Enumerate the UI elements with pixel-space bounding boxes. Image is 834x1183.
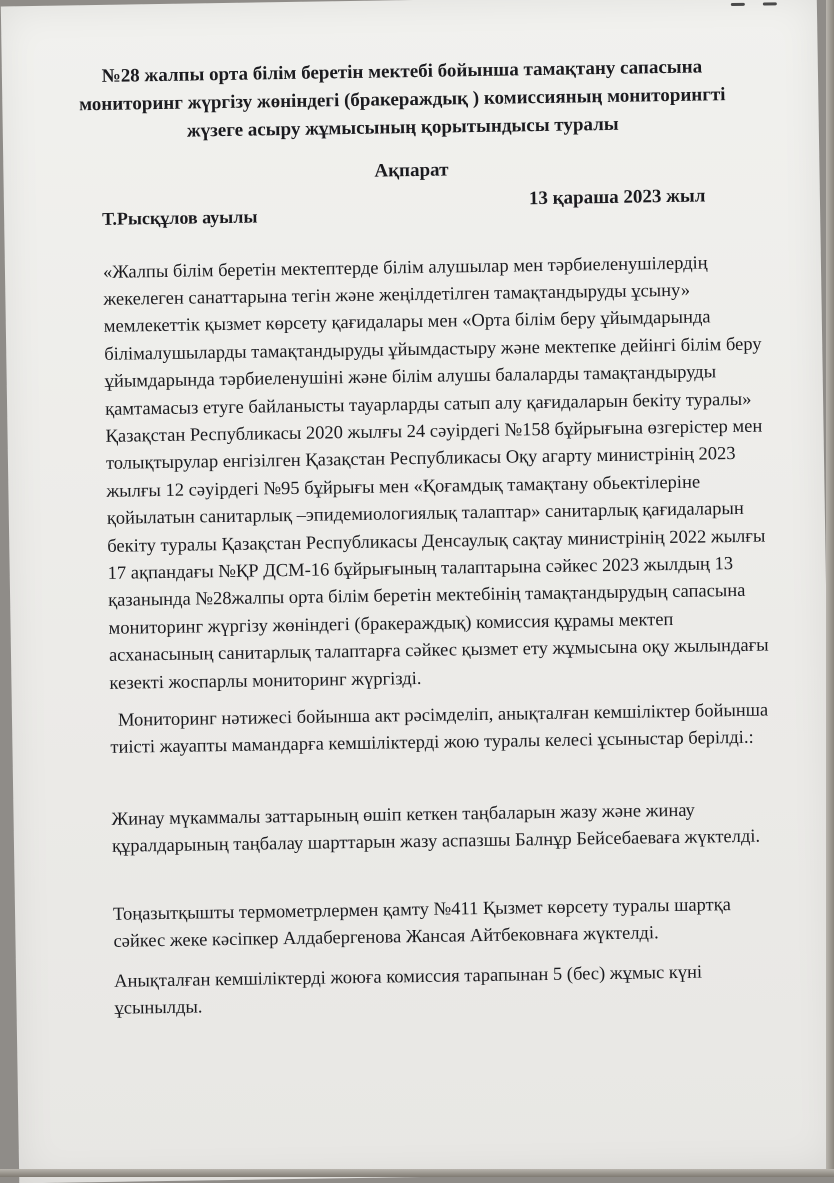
paragraph-cleaning-labels: Жинау мүкаммалы заттарының өшіп кеткен таңбаларын жазу және жинау құралдарының таңбалау шарттарын жазу аспазшы Балнұр Бейсебаеваға жүктелді. (111, 796, 772, 861)
background-edge-right (826, 0, 834, 1177)
paragraph-monitoring-result: Мониторинг нәтижесі бойынша акт рәсімделіп, анықталған кемшіліктер бойынша тиісті жауапты мамандарға кемшіліктерді жою туралы келесі ұсыныстар берілді.: (110, 697, 771, 762)
document-heading: Ақпарат (3, 154, 819, 189)
background-edge-bottom (0, 1169, 834, 1177)
punch-mark-right (763, 2, 777, 5)
punch-mark-left (731, 3, 745, 6)
document-date: 13 қараша 2023 жыл (529, 185, 706, 210)
paragraph-thermometers: Тоңазытқышты термометрлермен қамту №411 Қызмет көрсету туралы шартқа сәйкес жеке кәсіпкер Алдабергенова Жансая Айтбековнаға жүктелді. (113, 891, 774, 956)
paragraph-deadline: Анықталған кемшіліктерді жоюға комиссия тарапынан 5 (бес) жұмыс күні ұсынылды. (114, 958, 775, 1023)
document-place: Т.Рысқұлов ауылы (102, 206, 258, 229)
paragraph-regulations: «Жалпы білім беретін мектептерде білім алушылар мен тәрбиеленушілердің жекелеген санаттарына тегін және жеңілдетілген тамақтандыруды ұсыну» мемлекеттік қызмет көрсету қағидалары мен «Орта білім беру ұйымдарында білімалушыларды тамақтандыруды ұйымдастыру және мектепке дейінгі білім беру ұйымдарында тәрбиеленушіні және білім алушы балаларды тамақтандыруды қамтамасыз етуге байланысты тауарларды сатып алу қағидаларын бекіту туралы» Қазақстан Республикасы 2020 жылғы 24 сәуірдегі №158 бұйрығына өзгерістер мен толықтырулар енгізілген Қазақстан Республикасы Оқу агарту министрінің 2023 жылғы 12 сәуірдегі №95 бұйрығы мен «Қоғамдық тамақтану обьектілеріне қойылатын санитарлық –эпидемиологиялық талаптар» санитарлық қағидаларын бекіту туралы Қазақстан Республикасы Денсаулық сақтау министрінің 2022 жылғы 17 ақпандағы №ҚР ДСМ-16 бұйрығының талаптарына сәйкес 2023 жылдың 13 қазанында №28жалпы орта білім беретін мектебінің тамақтандырудың сапасына мониторинг жүргізу жөніндегі (бракераждық) комиссия құрамы мектеп асханасының санитарлық талаптарға сәйкес қызмет ету жұмысына оқу жылындағы кезекті жоспарлы мониторинг жүргізді. (103, 249, 770, 698)
document-page (1, 0, 834, 1183)
document-title: №28 жалпы орта білім беретін мектебі бойынша тамақтану сапасына мониторинг жүргізу жөніндегі (бракераждық ) комиссияның мониторингті жүзеге асыру жұмысының қорытындысы туралы (72, 53, 733, 147)
